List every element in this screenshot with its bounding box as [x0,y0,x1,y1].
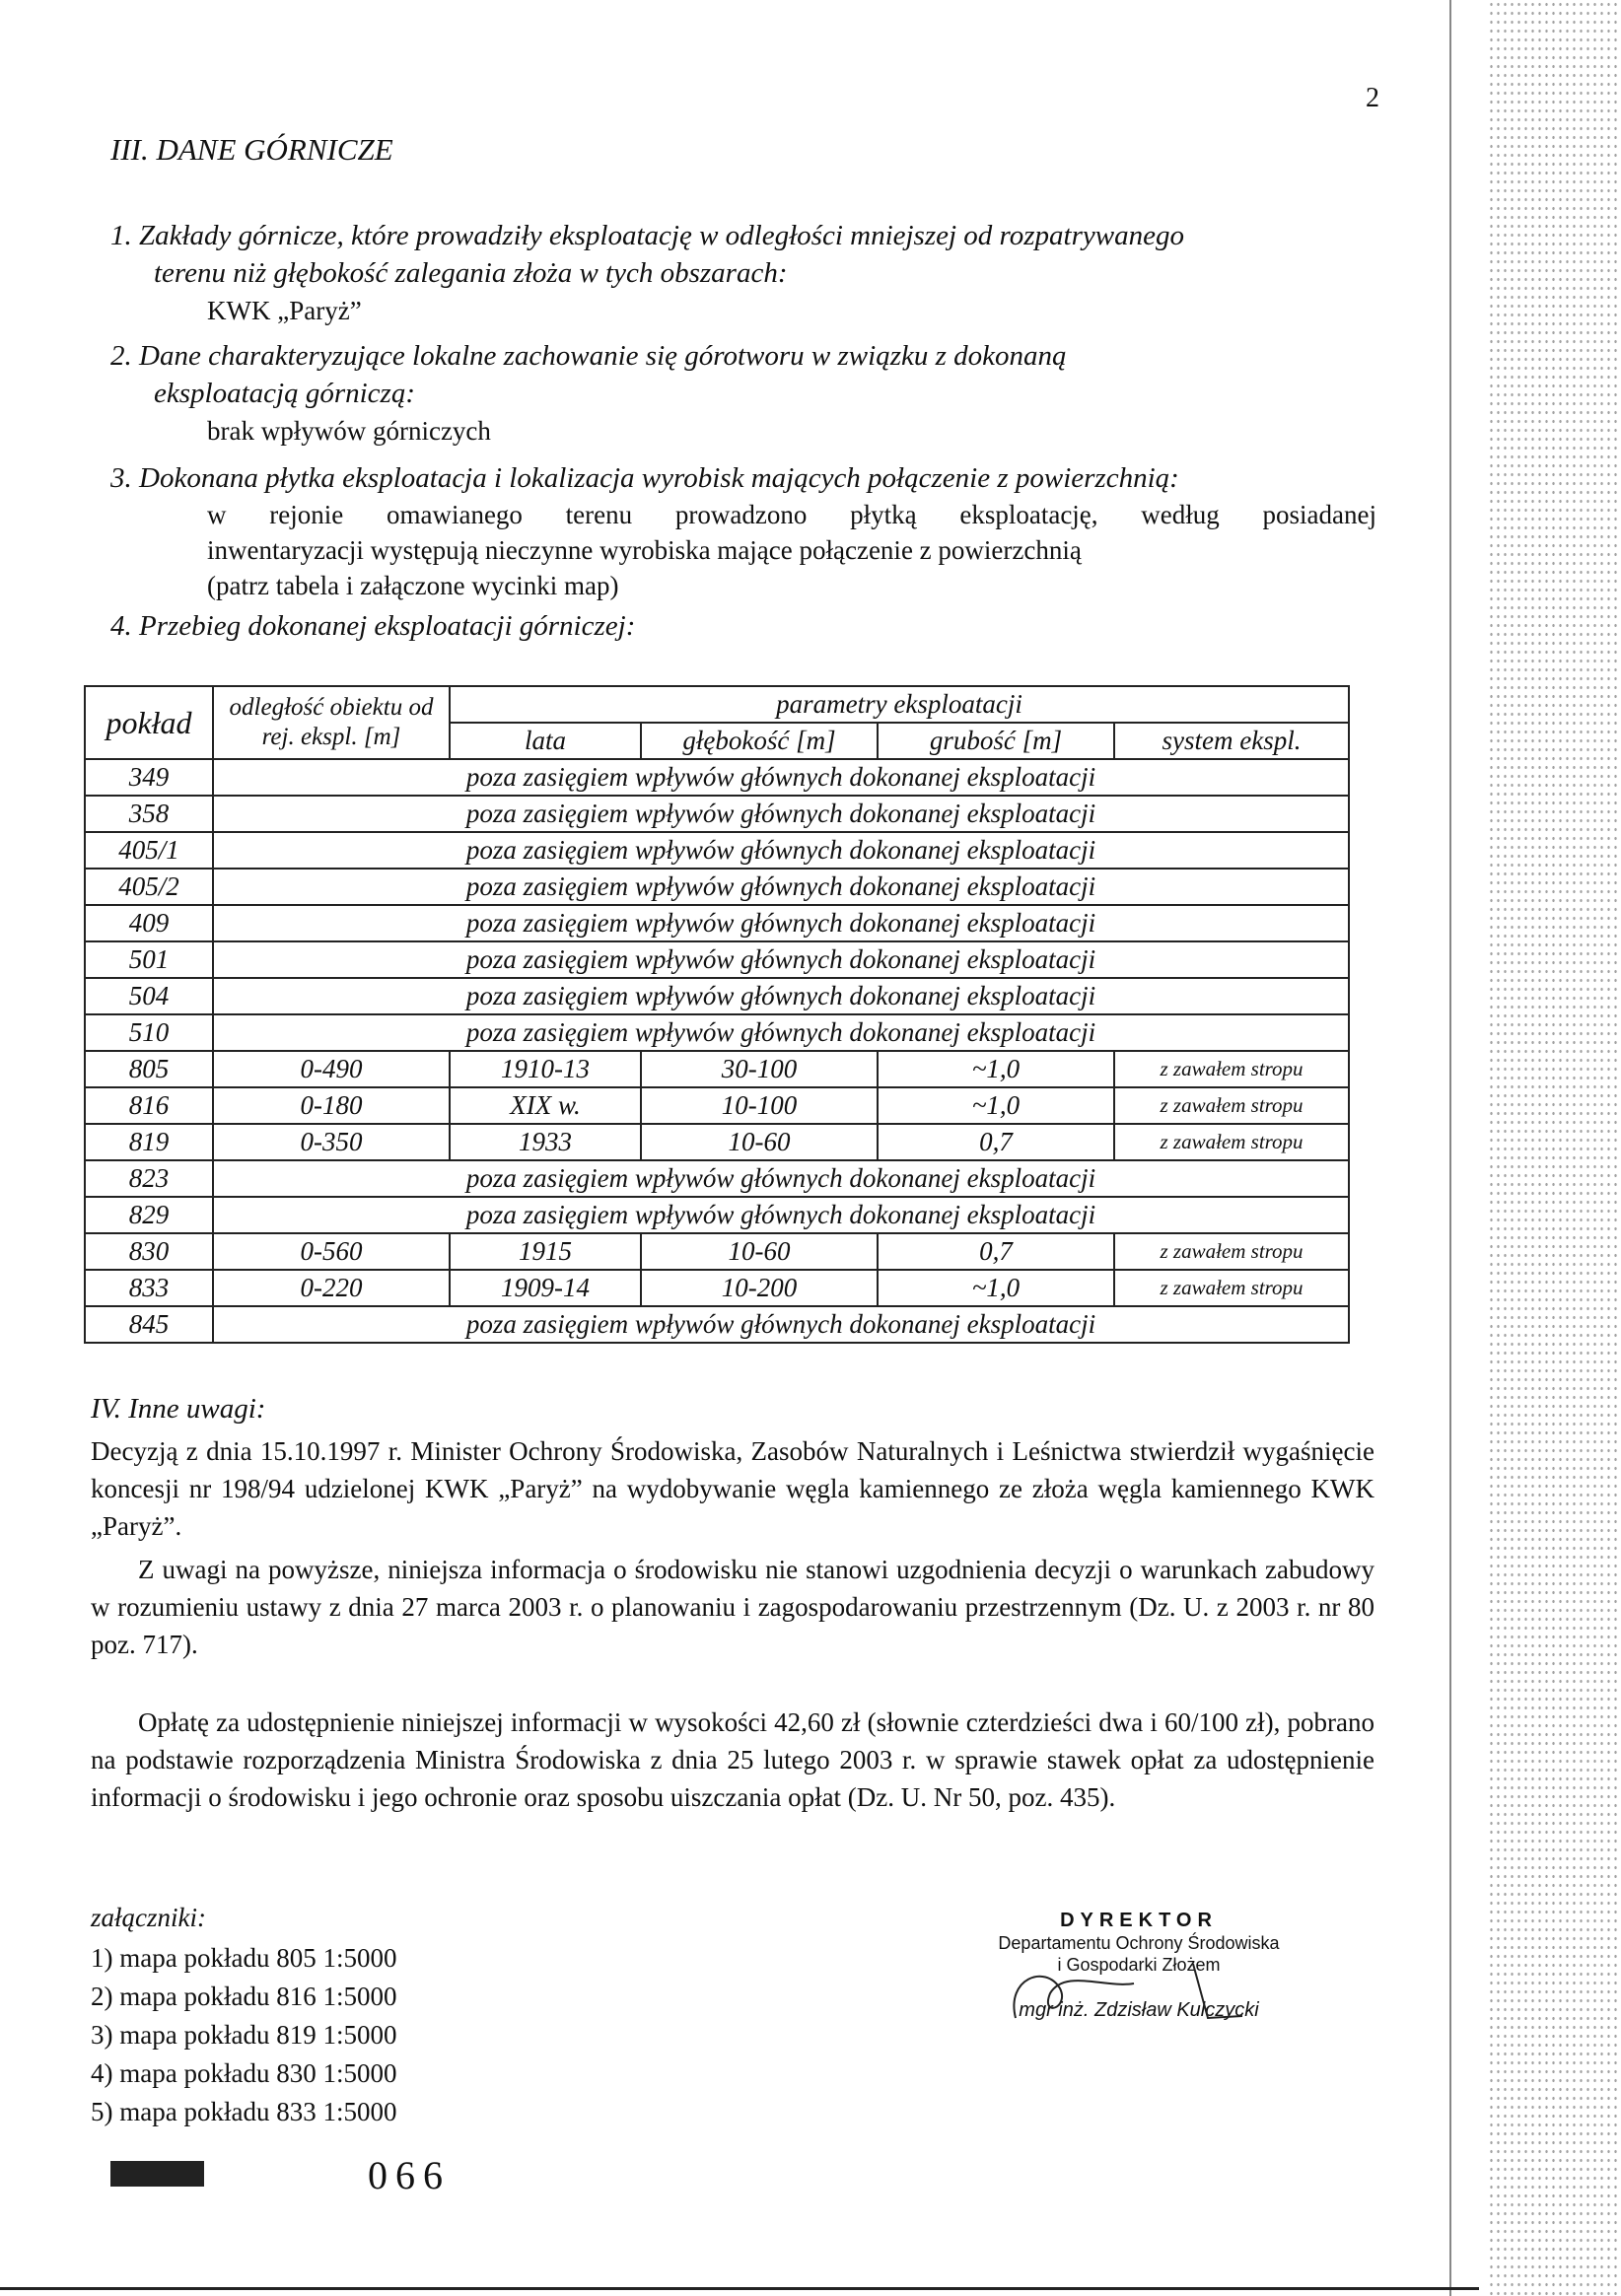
header-glebokosc: głębokość [m] [641,723,878,759]
mining-data-table [84,685,1350,1344]
item-3-answer-line: inwentaryzacji występują nieczynne wyrobiska mające połączenie z powierzchnią [207,535,1082,565]
cell-depth: 30-100 [641,1051,878,1087]
cell-poklad: 501 [85,941,213,978]
cell-note: poza zasięgiem wpływów głównych dokonanej eksploatacji [213,978,1349,1014]
table-row [85,759,1349,796]
cell-poklad: 845 [85,1306,213,1343]
cell-note: poza zasięgiem wpływów głównych dokonanej eksploatacji [213,905,1349,941]
table-row [85,1270,1349,1306]
cell-note: poza zasięgiem wpływów głównych dokonanej eksploatacji [213,796,1349,832]
stamp-signatory-name: mgr inż. Zdzisław Kulczycki [1019,1999,1259,2021]
cell-system: z zawałem stropu [1114,1124,1349,1160]
table-row [85,978,1349,1014]
cell-distance: 0-220 [213,1270,450,1306]
item-1-question [110,217,1184,292]
header-system: system ekspl. [1114,723,1349,759]
cell-poklad: 349 [85,759,213,796]
cell-poklad: 405/1 [85,832,213,869]
cell-thickness: ~1,0 [878,1051,1114,1087]
cell-thickness: ~1,0 [878,1270,1114,1306]
scan-edge-line [1449,0,1451,2296]
stamp-department-line: Departamentu Ochrony Środowiska [998,1933,1280,1953]
table-row [85,1087,1349,1124]
cell-depth: 10-100 [641,1087,878,1124]
cell-poklad: 405/2 [85,869,213,905]
table-row [85,941,1349,978]
cell-note: poza zasięgiem wpływów głównych dokonanej eksploatacji [213,1197,1349,1233]
cell-thickness: 0,7 [878,1233,1114,1270]
table-body [85,759,1349,1343]
attachments-title: załączniki: [91,1903,206,1932]
cell-note: poza zasięgiem wpływów głównych dokonanej eksploatacji [213,759,1349,796]
attachment-item: 4) mapa pokładu 830 1:5000 [91,2058,397,2088]
cell-years: 1933 [450,1124,641,1160]
attachment-item: 5) mapa pokładu 833 1:5000 [91,2097,397,2126]
remarks-paragraph: Z uwagi na powyższe, niniejsza informacja o środowisku nie stanowi uzgodnienia decyzji o warunkach zabudowy w rozumieniu ustawy z dnia 27 marca 2003 r. o planowaniu i zagospodarowaniu przestrzennym (Dz. U. z 2003 r. nr 80 poz. 717). [91,1555,1374,1659]
cell-note: poza zasięgiem wpływów głównych dokonanej eksploatacji [213,1014,1349,1051]
item-3-answer-line: (patrz tabela i załączone wycinki map) [207,571,619,600]
remarks-paragraph: Opłatę za udostępnienie niniejszej informacji w wysokości 42,60 zł (słownie czterdzieści dwa i 60/100 zł), pobrano na podstawie rozporządzenia Ministra Środowiska z dnia 25 lutego 2003 r. w sprawie stawek opłat za udostępnienie informacji o środowisku i jego ochronie oraz sposobu uiszczania opłat (Dz. U. Nr 50, poz. 435). [91,1707,1374,1812]
remarks-paragraph: Decyzją z dnia 15.10.1997 r. Minister Ochrony Środowiska, Zasobów Naturalnych i Leśnictwa stwierdził wygaśnięcie koncesji nr 198/94 udzielonej KWK „Paryż” na wydobywanie węgla kamiennego ze złoża węgla kamiennego KWK „Paryż”. [91,1436,1374,1541]
cell-depth: 10-60 [641,1124,878,1160]
table-row [85,905,1349,941]
table-row [85,1014,1349,1051]
cell-system: z zawałem stropu [1114,1233,1349,1270]
section-title: III. DANE GÓRNICZE [110,132,393,167]
table-row [85,1197,1349,1233]
item-2-question-line: 2. Dane charakteryzujące lokalne zachowanie się górotworu w związku z dokonaną [110,340,1067,372]
header-poklad: pokład [85,686,213,759]
cell-poklad: 823 [85,1160,213,1197]
cell-poklad: 816 [85,1087,213,1124]
attachment-item: 2) mapa pokładu 816 1:5000 [91,1982,397,2011]
cell-poklad: 819 [85,1124,213,1160]
cell-note: poza zasięgiem wpływów głównych dokonanej eksploatacji [213,941,1349,978]
cell-depth: 10-200 [641,1270,878,1306]
cell-poklad: 829 [85,1197,213,1233]
bottom-scan-rule [0,2287,1479,2290]
item-2-answer: brak wpływów górniczych [207,416,491,446]
table-row [85,832,1349,869]
cell-poklad: 510 [85,1014,213,1051]
item-3-question: 3. Dokonana płytka eksploatacja i lokalizacja wyrobisk mających połączenie z powierzchnią: [110,462,1179,494]
cell-note: poza zasięgiem wpływów głównych dokonanej eksploatacji [213,1306,1349,1343]
table-row [85,796,1349,832]
cell-distance: 0-490 [213,1051,450,1087]
cell-poklad: 830 [85,1233,213,1270]
stamp-department-line: i Gospodarki Złożem [1057,1955,1221,1975]
header-params: parametry eksploatacji [450,686,1349,723]
item-4-question: 4. Przebieg dokonanej eksploatacji górniczej: [110,610,636,642]
item-3-answer-line: w rejonie omawianego terenu prowadzono płytką eksploatację, według posiadanej [207,500,1376,529]
cell-thickness: ~1,0 [878,1087,1114,1124]
table-row [85,1051,1349,1087]
item-1-question-line: 1. Zakłady górnicze, które prowadziły eksploatację w odległości mniejszej od rozpatrywanego [110,220,1184,251]
cell-note: poza zasięgiem wpływów głównych dokonanej eksploatacji [213,1160,1349,1197]
cell-poklad: 358 [85,796,213,832]
item-2-question-line: eksploatacją górniczą: [154,378,415,409]
table-row [85,1306,1349,1343]
page-number: 2 [1366,83,1379,113]
cell-system: z zawałem stropu [1114,1051,1349,1087]
header-distance: odległość obiektu od rej. ekspl. [m] [213,686,450,759]
item-2-question [110,337,1067,412]
cell-system: z zawałem stropu [1114,1270,1349,1306]
header-lata: lata [450,723,641,759]
cell-years: 1915 [450,1233,641,1270]
table-row [85,1233,1349,1270]
attachment-item: 3) mapa pokładu 819 1:5000 [91,2020,397,2050]
cell-note: poza zasięgiem wpływów głównych dokonanej eksploatacji [213,832,1349,869]
cell-poklad: 504 [85,978,213,1014]
header-grubosc: grubość [m] [878,723,1114,759]
table-row [85,869,1349,905]
remarks-title: IV. Inne uwagi: [91,1393,266,1425]
scan-noise-strip [1488,0,1621,2296]
cell-poklad: 833 [85,1270,213,1306]
cell-years: XIX w. [450,1087,641,1124]
attachment-item: 1) mapa pokładu 805 1:5000 [91,1943,397,1973]
cell-years: 1909-14 [450,1270,641,1306]
cell-depth: 10-60 [641,1233,878,1270]
cell-distance: 0-180 [213,1087,450,1124]
cell-system: z zawałem stropu [1114,1087,1349,1124]
cell-years: 1910-13 [450,1051,641,1087]
item-1-question-line: terenu niż głębokość zalegania złoża w tych obszarach: [154,257,788,289]
ink-blot-mark [110,2161,204,2187]
cell-note: poza zasięgiem wpływów głównych dokonanej eksploatacji [213,869,1349,905]
reference-number: 066 [368,2153,451,2197]
table-row [85,1124,1349,1160]
stamp-title: DYREKTOR [1060,1910,1218,1931]
cell-distance: 0-350 [213,1124,450,1160]
cell-poklad: 409 [85,905,213,941]
item-1-answer: KWK „Paryż” [207,296,362,325]
cell-poklad: 805 [85,1051,213,1087]
handwritten-signature [947,1959,1331,2028]
director-stamp [947,1910,1331,2022]
cell-distance: 0-560 [213,1233,450,1270]
cell-thickness: 0,7 [878,1124,1114,1160]
table-row [85,1160,1349,1197]
item-3-answer [207,497,1376,603]
